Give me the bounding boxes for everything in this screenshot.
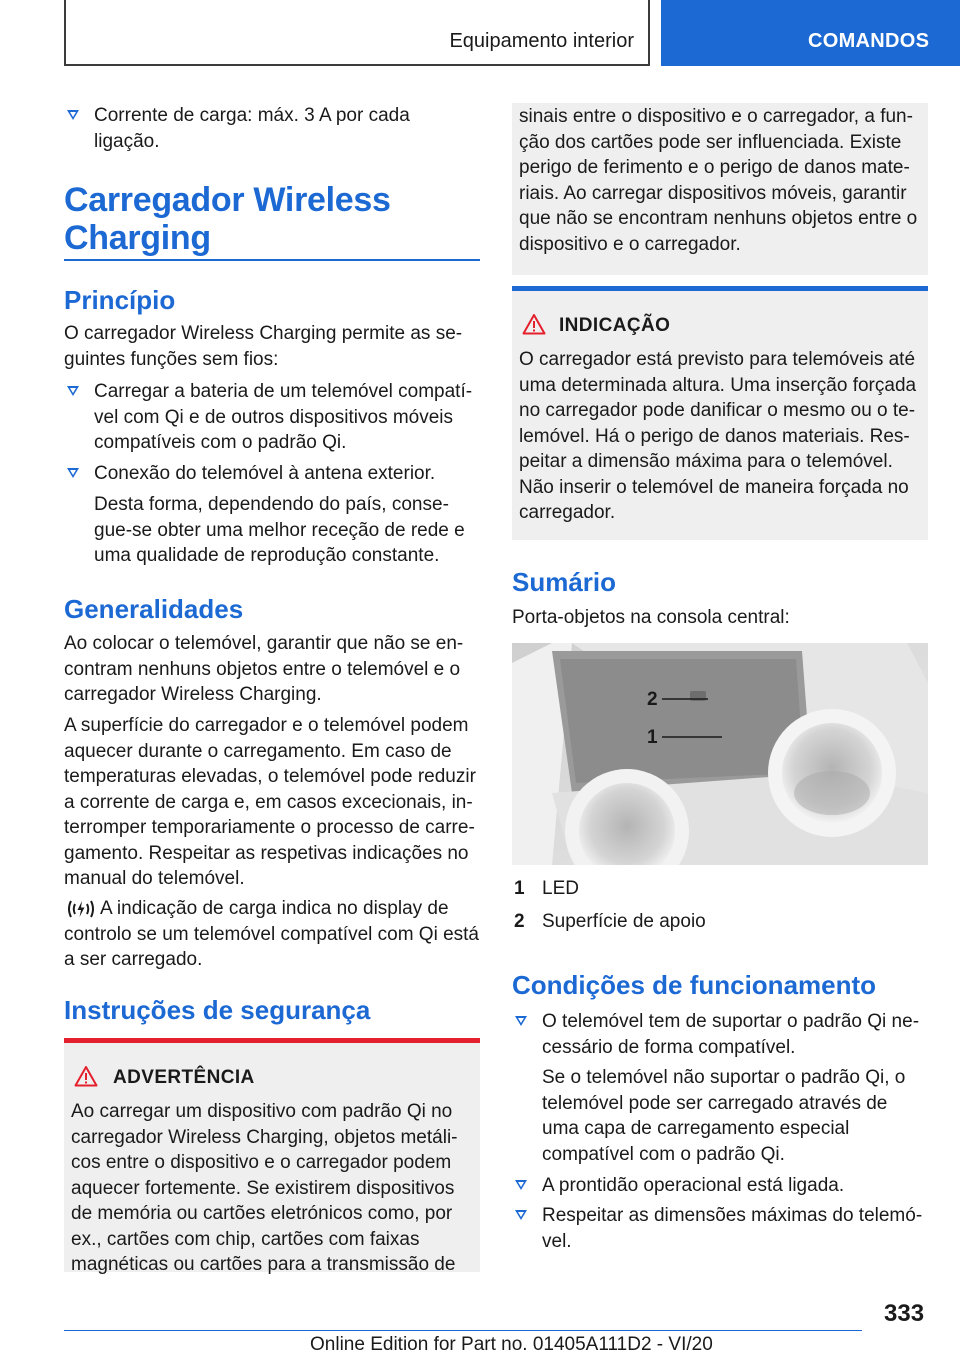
- warning-title: ADVERTÊNCIA: [113, 1067, 255, 1088]
- condicoes-bullet1-extra: Se o telemóvel não suportar o padrão Qi, o telemóvel pode ser carregado através de uma capa de carregamento especial compatível com o padrão Qi.: [542, 1067, 906, 1165]
- bullet-triangle-icon: [67, 110, 79, 120]
- warning-box: [64, 1038, 480, 1275]
- generalidades-p2: A superfície do carregador e o telemóvel podem aquecer durante o carregamento. Em caso de temperaturas elevadas, o telemóvel pode reduzir a corrente de carga e, em casos excecionais, in-terromper temporariamente o processo de carre-gamento. Respeitar as respetivas indicações no manual do telemóvel.: [64, 715, 476, 889]
- header-chapter-tab: [661, 0, 960, 66]
- legend-text: Superfície de apoio: [542, 911, 706, 932]
- note-title: INDICAÇÃO: [559, 315, 671, 336]
- warning-triangle-icon: [74, 1065, 98, 1087]
- heading-principio: Princípio: [64, 285, 176, 315]
- heading-sumario: Sumário: [512, 567, 617, 597]
- photo-callout-1: 1: [647, 727, 658, 748]
- list-item: A prontidão operacional está ligada.: [512, 1173, 928, 1199]
- warning-body: Ao carregar um dispositivo com padrão Qi no carregador Wireless Charging, objetos metáli-cos entre o dispositivo e o carregador podem aquecer fortemente. Se existirem dispositivos de memória ou cartões eletrónicos como, por ex., cartões com chip, cartões com faixas magnéticas ou cartões para a transmissão de: [71, 1101, 458, 1275]
- warning-body-continued: sinais entre o dispositivo e o carregador, a fun-ção dos cartões pode ser influenciada. Existe perigo de ferimento e o perigo de danos mate-riais. Ao carregar dispositivos móveis, garantir que não se encontram nenhuns objetos entre o dispositivo e o carregador.: [519, 106, 918, 255]
- warning-topbar: [64, 1038, 480, 1043]
- header-section-tab: [64, 0, 650, 66]
- list-item: Conexão do telemóvel à antena exterior.: [64, 461, 480, 487]
- title-divider: [64, 259, 480, 261]
- photo-callout-2: 2: [647, 689, 658, 710]
- list-item: Respeitar as dimensões máximas do telemó-vel.: [512, 1203, 928, 1254]
- page-title: Carregador Wireless Charging: [64, 181, 391, 257]
- list-item: O telemóvel tem de suportar o padrão Qi ne-cessário de forma compatível.: [512, 1009, 928, 1060]
- principio-bullet2-extra: Desta forma, dependendo do país, conse-gue-se obter uma melhor receção de rede e uma qualidade de reprodução constante.: [94, 494, 465, 566]
- list-item: Carregar a bateria de um telemóvel compatí-vel com Qi e de outros dispositivos móveis compatíveis com o padrão Qi.: [64, 379, 480, 456]
- list-item: Corrente de carga: máx. 3 A por cada ligação.: [64, 103, 480, 154]
- bullet-triangle-icon: [515, 1016, 527, 1026]
- heading-generalidades: Generalidades: [64, 594, 244, 624]
- legend-number: 2: [514, 911, 525, 932]
- note-topbar: [512, 286, 928, 291]
- heading-condicoes: Condições de funcionamento: [512, 970, 877, 1000]
- bullet-triangle-icon: [67, 468, 79, 478]
- warning-box-continued: [512, 103, 928, 275]
- note-box: [512, 286, 928, 540]
- caution-triangle-icon: [522, 313, 546, 335]
- principio-intro: O carregador Wireless Charging permite as se-guintes funções sem fios:: [64, 323, 463, 370]
- console-photo: [512, 643, 928, 865]
- bullet-triangle-icon: [67, 386, 79, 396]
- heading-seguranca: Instruções de segurança: [64, 995, 371, 1025]
- header-chapter-label: COMANDOS: [808, 30, 930, 52]
- sumario-intro: Porta-objetos na consola central:: [512, 607, 790, 628]
- legend-text: LED: [542, 878, 579, 899]
- bullet-triangle-icon: [515, 1180, 527, 1190]
- bullet-triangle-icon: [515, 1210, 527, 1220]
- note-body: O carregador está previsto para telemóveis até uma determinada altura. Uma inserção forçada no carregador pode danificar o mesmo ou o te-lemóvel. Há o perigo de danos materiais. Res-peitar a dimensão máxima para o telemóvel. Não inserir o telemóvel de maneira forçada no carregador.: [519, 349, 917, 523]
- legend-number: 1: [514, 878, 525, 899]
- footer-divider: [64, 1330, 862, 1331]
- generalidades-p1: Ao colocar o telemóvel, garantir que não se en-contram nenhuns objetos entre o telemóvel e o carregador Wireless Charging.: [64, 633, 464, 705]
- generalidades-p3: A indicação de carga indica no display de controlo se um telemóvel compatível com Qi está a ser carregado.: [64, 898, 480, 970]
- header-section-label: Equipamento interior: [449, 30, 634, 52]
- footer-edition: Online Edition for Part no. 01405A111D2 - VI/20: [310, 1334, 713, 1355]
- page-number: 333: [884, 1300, 925, 1327]
